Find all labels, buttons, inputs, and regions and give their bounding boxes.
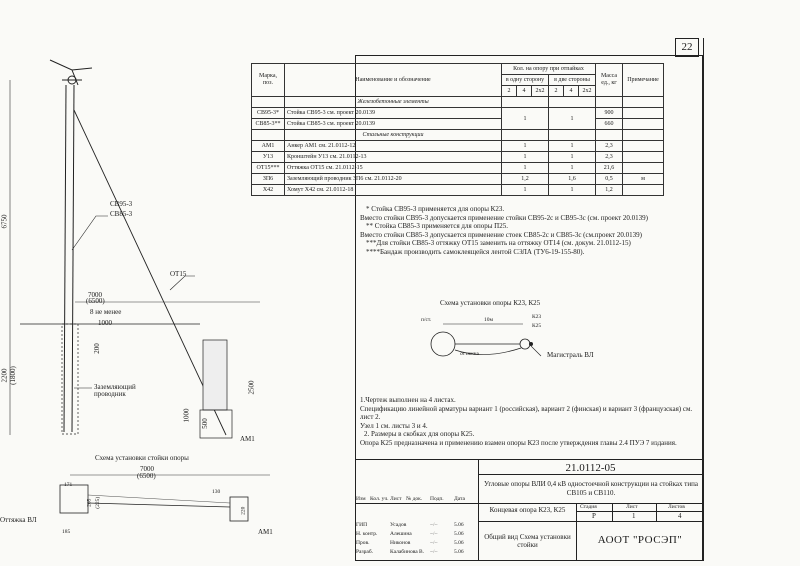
sheet-title-text: Общий вид Схема установки стойки <box>484 533 571 549</box>
dim-2200: 2200 <box>0 368 9 383</box>
row-q2: 1 <box>549 152 596 163</box>
plan-6500: (6500) <box>137 472 156 480</box>
tb-hline-2 <box>355 503 703 504</box>
row-q1: 1 <box>502 141 549 152</box>
row-q2: 1,6 <box>549 174 596 185</box>
plan-guy-label: Оттяжка ВЛ <box>0 516 37 524</box>
sheet-value: 1 <box>632 512 636 520</box>
plan-171: 171 <box>64 482 73 488</box>
dim-6750: 6750 <box>0 214 9 229</box>
role-name: Алешина <box>390 531 412 537</box>
row-note <box>623 185 664 196</box>
k25-marker <box>529 342 533 346</box>
row-name: Стойка СВ95-3 см. проект 20.0139 <box>285 108 502 119</box>
cb-leader <box>72 216 108 250</box>
pole-top-fixture <box>50 60 92 85</box>
row-mass: 900 <box>596 108 623 119</box>
sub-col: 2х2 <box>532 86 549 97</box>
row-name: Оттяжка ОТ15 см. 21.0112-15 <box>285 163 502 174</box>
scheme-k25: К25 <box>532 323 542 329</box>
tb-headers <box>356 497 478 503</box>
sub-col: 4 <box>517 86 532 97</box>
row-mass: 1,2 <box>596 185 623 196</box>
row-name: Стойка СВ85-3 см. проект 20.0139 <box>285 119 502 130</box>
sheets-label: Листов <box>668 504 685 510</box>
dim-500: 500 <box>200 418 209 429</box>
row-mass: 2,3 <box>596 152 623 163</box>
plan-220: 220 <box>240 506 247 515</box>
row-mass: 660 <box>596 119 623 130</box>
sub-col: 2х2 <box>579 86 596 97</box>
ot15-leader <box>170 276 195 290</box>
row-name: Хомут Х42 см. 21.0112-18 <box>285 185 502 196</box>
col-note: Примечание <box>623 64 664 97</box>
row-q1: 1 <box>502 152 549 163</box>
sub-col: 2 <box>549 86 564 97</box>
tb-header-kol: Кол. уч. <box>370 496 389 502</box>
footnote: ****Бандаж производить самоклеящейся лентой СЭЛА (ТУ6-19-155-80). <box>366 247 585 256</box>
stage-value: Р <box>592 512 596 520</box>
row-q2: 1 <box>549 185 596 196</box>
label-am1: АМ1 <box>240 435 255 443</box>
general-note: 1.Чертеж выполнен на 4 листах. <box>360 396 456 404</box>
general-note: Спецификацию линейной арматуры вариант 1 (российская), вариант 2 (финская) и вариант 3 (французская) см. лист 2. <box>360 404 693 422</box>
label-cb85: СВ85-3 <box>110 210 133 218</box>
col-mark: Марка, поз. <box>252 64 285 97</box>
col-mass: Масса ед., кг <box>596 64 623 97</box>
line-leader <box>531 346 541 356</box>
footnotes <box>360 205 690 257</box>
dim-2500: 2500 <box>247 380 256 395</box>
role: Разраб. <box>356 549 374 555</box>
sheets-value: 4 <box>678 512 682 520</box>
row-q1: 1,2 <box>502 174 549 185</box>
row-mark: АМ1 <box>252 141 285 152</box>
general-note: Узел 1 см. листы 3 и 4. <box>360 421 428 430</box>
doc-code-text: 21.0112-05 <box>565 462 616 474</box>
date: 5.06 <box>454 549 464 555</box>
row-qty-two: 1 <box>549 108 596 130</box>
plan-title: Схема установки стойки опоры <box>95 454 189 462</box>
page-number: 22 <box>681 41 693 53</box>
sub-col: 2 <box>502 86 517 97</box>
plan-guy-2 <box>88 495 230 503</box>
row-mark: СВ95-3* <box>252 108 285 119</box>
role: Пров. <box>356 540 370 546</box>
footnote: * Стойка СВ95-3 применяется для опоры К23. <box>366 205 505 213</box>
signature: ~/~ <box>430 522 438 528</box>
plan-pole-box <box>60 482 88 513</box>
row-mass: 0,5 <box>596 174 623 185</box>
sheet-label: Лист <box>626 504 638 510</box>
tb-header-date: Дата <box>454 496 465 502</box>
plan-265: 265 <box>86 498 93 507</box>
section-title: Железобетонные элементы <box>285 97 502 108</box>
role-name: Усадов <box>390 522 407 528</box>
tb-hline-3 <box>478 521 703 522</box>
row-mark: У13 <box>252 152 285 163</box>
pole-right-edge <box>72 85 74 432</box>
tb-stage-grid-v2 <box>656 503 657 521</box>
dim-1800: (1800) <box>8 366 17 385</box>
label-cb95: СВ95-3 <box>110 200 133 208</box>
general-notes <box>360 396 695 448</box>
plan-225: (225) <box>95 496 102 509</box>
dim-200: 200 <box>92 343 101 354</box>
row-qty-one: 1 <box>502 108 549 130</box>
organization <box>577 534 703 546</box>
row-mass: 21,6 <box>596 163 623 174</box>
tb-header-izm: Изм <box>356 496 366 502</box>
organization-text: АООТ "РОСЭП" <box>597 534 683 546</box>
col-one-side: в одну сторону <box>502 75 549 86</box>
row-note <box>623 152 664 163</box>
row-mark: ОТ15*** <box>252 163 285 174</box>
tb-roles <box>356 523 478 559</box>
general-note: 2. Размеры в скобках для опоры К25. <box>364 430 475 439</box>
row-note <box>623 163 664 174</box>
sub-col: 4 <box>564 86 579 97</box>
row-q2: 1 <box>549 163 596 174</box>
row-mass: 2,3 <box>596 141 623 152</box>
label-ot15: ОТ15 <box>170 270 187 278</box>
row-name: Анкер АМ1 см. 21.0112-12 <box>285 141 502 152</box>
k23-circle <box>520 339 530 349</box>
row-mark: Х42 <box>252 185 285 196</box>
scheme-guy-label: оттяжка <box>460 351 479 357</box>
date: 5.06 <box>454 540 464 546</box>
section-title: Стальные конструкции <box>285 130 502 141</box>
page-number-box <box>675 38 699 57</box>
dim-6500: (6500) <box>86 297 105 305</box>
doc-title <box>480 480 702 498</box>
plan-guy <box>88 503 230 507</box>
dim-7000: 7000 <box>88 291 102 299</box>
dim-1000b: 1000 <box>182 408 191 423</box>
row-name: Кронштейн У13 см. 21.0112-13 <box>285 152 502 163</box>
row-name: Заземляющий проводник ЗП6 см. 21.0112-20 <box>285 174 502 185</box>
tb-stage-grid-v1 <box>612 503 613 521</box>
row-q1: 1 <box>502 185 549 196</box>
anchor-foundation <box>203 340 227 410</box>
role: Н. контр. <box>356 531 378 537</box>
footnote: Вместо стойки СВ95-3 допускается применение стойки СВ95-2с и СВ95-3с (см. проект 20.0139) <box>360 213 648 222</box>
row-q2: 1 <box>549 141 596 152</box>
signature: ~/~ <box>430 549 438 555</box>
grounding-label-1: Заземляющий проводник <box>94 383 136 398</box>
row-note: м <box>623 174 664 185</box>
spec-table <box>251 63 664 196</box>
tb-hline-1 <box>478 474 703 475</box>
scheme-line-label: Магистраль ВЛ <box>547 351 594 359</box>
role-name: Никонов <box>390 540 411 546</box>
col-name: Наименование и обозначение <box>285 64 502 97</box>
signature: ~/~ <box>430 531 438 537</box>
footnote: ***Для стойки СВ85-3 оттяжку ОТ15 заменить на оттяжку ОТ14 (см. докум. 21.0112-15) <box>366 239 631 248</box>
not-less-label: 8 не менее <box>90 308 122 316</box>
dim-1000: 1000 <box>98 319 112 327</box>
sheet-border-right <box>703 38 704 561</box>
col-two-sides: в две стороны <box>549 75 596 86</box>
scheme-title: Схема установки опоры К23, К25 <box>440 299 541 307</box>
plan-130: 130 <box>212 489 221 495</box>
doc-code <box>478 462 703 474</box>
footnote: Вместо стойки СВ85-3 допускается применение стоек СВ85-2с и СВ85-3с (см.проект 20.0139) <box>360 230 642 239</box>
tb-role-row <box>356 550 478 559</box>
row-q1: 1 <box>502 163 549 174</box>
row-mark: СВ85-3** <box>252 119 285 130</box>
scheme-k23: К23 <box>532 314 542 320</box>
plan-7000: 7000 <box>140 465 154 473</box>
date: 5.06 <box>454 522 464 528</box>
scheme-post-label: п/ст. <box>421 317 432 323</box>
pole-left-edge <box>64 85 66 432</box>
item-title-text: Концевая опора К23, К25 <box>489 506 566 514</box>
doc-title-text: Угловые опоры ВЛИ 0,4 кВ одностоечной конструкции на стойках типа СВ105 и СВ110. <box>484 480 698 497</box>
tb-header-list: Лист <box>390 496 402 502</box>
footnote: ** Стойка СВ85-3 применяется для опоры П25. <box>366 222 508 231</box>
scheme-distance: 10м <box>484 317 493 323</box>
role-name: Калабинова В. <box>390 549 425 555</box>
row-note <box>623 141 664 152</box>
tb-header-sign: Подп. <box>430 496 444 502</box>
date: 5.06 <box>454 531 464 537</box>
item-title <box>480 506 575 514</box>
plan-am1: АМ1 <box>258 528 273 536</box>
signature: ~/~ <box>430 540 438 546</box>
general-note: Опора К25 предназначена и применению взамен опоры К23 после утверждения главы 2.4 ПУЭ 7 издания. <box>360 438 677 447</box>
stage-label: Стадия <box>580 504 597 510</box>
scheme-drawing <box>425 310 625 370</box>
plan-185: 185 <box>62 529 71 535</box>
role: ГИП <box>356 522 368 528</box>
sheet-title <box>480 533 575 549</box>
substation-circle <box>431 332 455 356</box>
tb-header-doc: № док. <box>406 496 423 502</box>
col-qty-group: Кол. на опору при отпайках <box>502 64 596 75</box>
row-mark: ЗП6 <box>252 174 285 185</box>
